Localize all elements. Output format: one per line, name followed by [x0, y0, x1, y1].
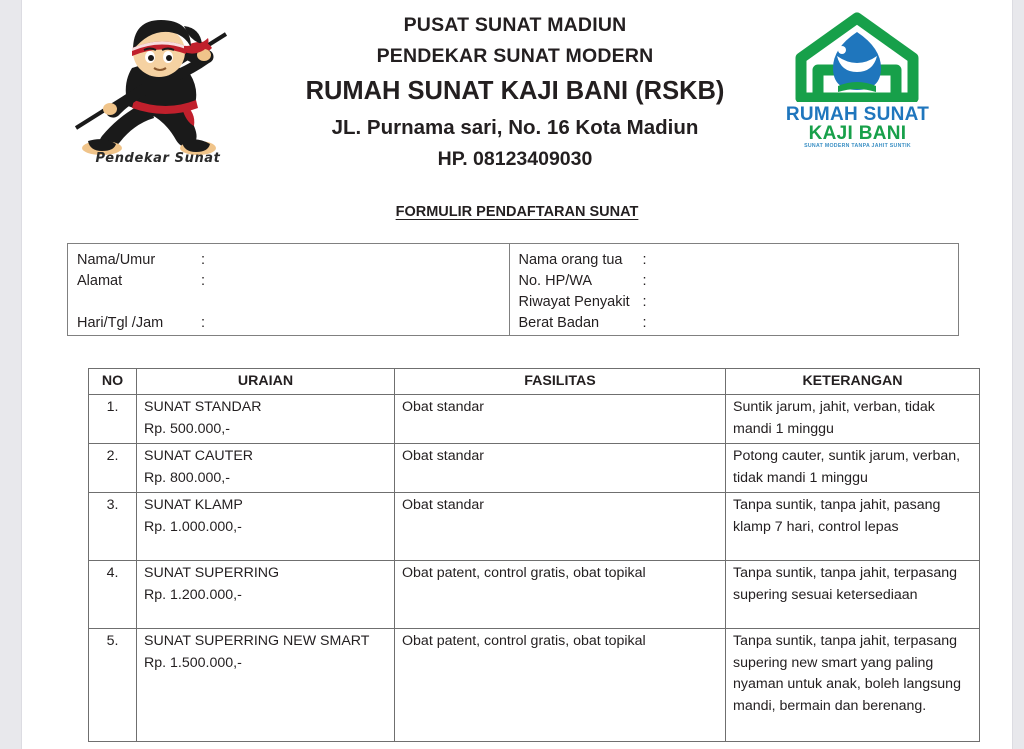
ninja-character-icon	[58, 8, 258, 168]
form-label: No. HP/WA	[518, 272, 593, 289]
cell-no: 5.	[89, 629, 137, 742]
cell-keterangan: Tanpa suntik, tanpa jahit, terpasang supering new smart yang paling nyaman untuk anak, boleh langsung mandi, bermain dan berenang.	[726, 629, 980, 742]
cell-uraian	[137, 493, 395, 561]
service-price: Rp. 1.000.000,-	[144, 518, 242, 535]
header-line-1: PUSAT SUNAT MADIUN	[403, 14, 627, 36]
document-page	[22, 0, 1012, 749]
table-header-row	[89, 369, 980, 395]
form-colon: :	[201, 251, 206, 268]
form-colon: :	[201, 314, 206, 331]
service-price: Rp. 1.200.000,-	[144, 586, 242, 603]
form-field-nama-umur[interactable]	[77, 249, 509, 270]
form-field-riwayat-penyakit[interactable]	[519, 291, 959, 312]
service-name: SUNAT CAUTER	[144, 448, 254, 464]
header-address: JL. Purnama sari, No. 16 Kota Madiun	[331, 116, 699, 139]
table-row	[89, 493, 980, 561]
pendekar-sunat-logo	[58, 8, 258, 168]
form-column-right	[509, 244, 959, 335]
header-clinic-name: RUMAH SUNAT KAJI BANI (RSKB)	[305, 77, 725, 105]
form-label: Nama/Umur	[77, 251, 156, 268]
table-row	[89, 395, 980, 444]
cell-uraian	[137, 395, 395, 444]
form-title: FORMULIR PENDAFTARAN SUNAT	[395, 204, 639, 220]
service-name: SUNAT SUPERRING NEW SMART	[144, 633, 370, 649]
cell-uraian	[137, 444, 395, 493]
logo-text-kaji-bani: KAJI BANI	[808, 123, 907, 144]
form-field-hari-tgl-jam[interactable]	[77, 312, 509, 333]
header-phone: HP. 08123409030	[437, 148, 593, 170]
cell-fasilitas: Obat standar	[395, 395, 726, 444]
form-field-berat-badan[interactable]	[519, 312, 959, 333]
cell-fasilitas: Obat standar	[395, 444, 726, 493]
service-price: Rp. 800.000,-	[144, 469, 230, 486]
form-field-no-hp-wa[interactable]	[519, 270, 959, 291]
form-column-left	[68, 244, 509, 335]
rumah-sunat-kaji-bani-logo	[770, 12, 945, 157]
form-label: Hari/Tgl /Jam	[77, 314, 164, 331]
column-header-uraian: URAIAN	[137, 369, 395, 395]
form-label: Alamat	[77, 272, 123, 289]
house-logo-icon	[770, 12, 945, 102]
form-colon: :	[642, 272, 647, 289]
logo-text-rumah-sunat: RUMAH SUNAT	[785, 104, 930, 125]
form-label: Berat Badan	[518, 314, 600, 331]
cell-uraian	[137, 629, 395, 742]
form-colon: :	[642, 314, 647, 331]
cell-fasilitas: Obat patent, control gratis, obat topikal	[395, 561, 726, 629]
header-line-2: PENDEKAR SUNAT MODERN	[376, 45, 654, 67]
cell-keterangan: Suntik jarum, jahit, verban, tidak mandi 1 minggu	[726, 395, 980, 444]
document-header	[22, 0, 1012, 188]
service-price: Rp. 500.000,-	[144, 420, 230, 437]
form-label: Nama orang tua	[518, 251, 623, 268]
column-header-no: NO	[89, 369, 137, 395]
cell-uraian	[137, 561, 395, 629]
form-field-alamat-continuation[interactable]	[77, 291, 509, 312]
cell-fasilitas: Obat patent, control gratis, obat topikal	[395, 629, 726, 742]
cell-no: 2.	[89, 444, 137, 493]
column-header-keterangan: KETERANGAN	[726, 369, 980, 395]
cell-fasilitas: Obat standar	[395, 493, 726, 561]
form-field-nama-orang-tua[interactable]	[519, 249, 959, 270]
form-colon: :	[642, 251, 647, 268]
column-header-fasilitas: FASILITAS	[395, 369, 726, 395]
cell-no: 3.	[89, 493, 137, 561]
cell-keterangan: Tanpa suntik, tanpa jahit, terpasang supering sesuai ketersediaan	[726, 561, 980, 629]
cell-keterangan: Tanpa suntik, tanpa jahit, pasang klamp 7 hari, control lepas	[726, 493, 980, 561]
service-name: SUNAT KLAMP	[144, 497, 243, 513]
table-row	[89, 444, 980, 493]
form-colon: :	[642, 293, 647, 310]
form-field-alamat[interactable]	[77, 270, 509, 291]
cell-keterangan: Potong cauter, suntik jarum, verban, tidak mandi 1 minggu	[726, 444, 980, 493]
cell-no: 4.	[89, 561, 137, 629]
pendekar-sunat-logo-caption: Pendekar Sunat	[95, 151, 221, 166]
table-row	[89, 561, 980, 629]
header-title-block	[260, 10, 770, 174]
form-label: Riwayat Penyakit	[518, 293, 630, 310]
form-colon: :	[201, 272, 206, 289]
table-row	[89, 629, 980, 742]
service-name: SUNAT STANDAR	[144, 399, 262, 415]
service-price: Rp. 1.500.000,-	[144, 654, 242, 671]
logo-tagline: SUNAT MODERN TANPA JAHIT SUNTIK	[804, 143, 911, 149]
service-name: SUNAT SUPERRING	[144, 565, 280, 581]
registration-form-box	[67, 243, 959, 336]
cell-no: 1.	[89, 395, 137, 444]
price-list-table	[88, 368, 980, 742]
